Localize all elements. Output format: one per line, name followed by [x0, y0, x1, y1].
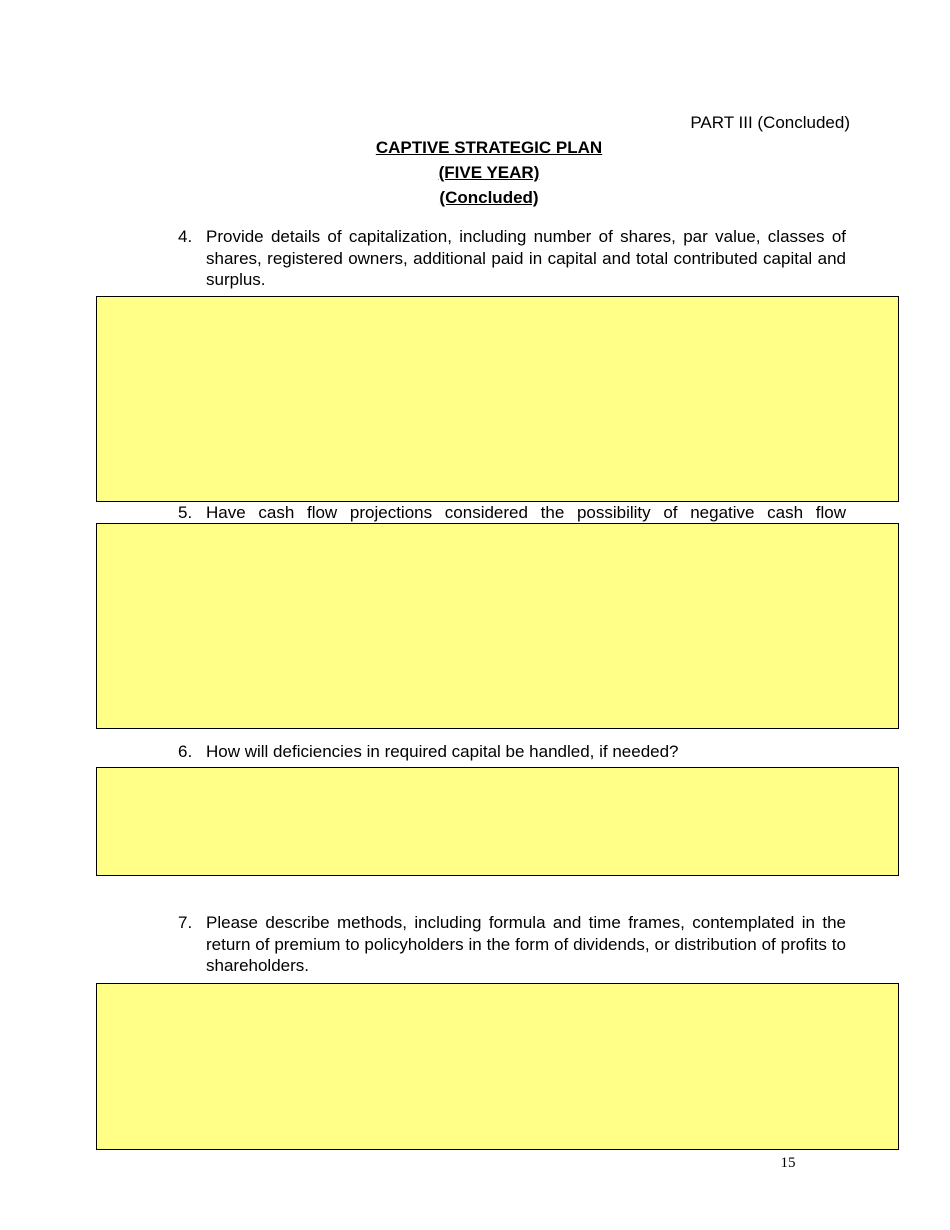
title-line-2: (FIVE YEAR) [438, 163, 540, 182]
question-number: 7. [178, 913, 193, 932]
question-7 [178, 912, 846, 977]
answer-box-6[interactable] [96, 767, 899, 876]
question-text: Please describe methods, including formula and time frames, contemplated in the return of premium to policyholders in the form of dividends, or distribution of profits to shareholders. [206, 913, 846, 975]
question-text: Provide details of capitalization, including number of shares, par value, classes of shares, registered owners, additional paid in capital and total contributed capital and surplus. [206, 227, 846, 289]
part-label: PART III (Concluded) [690, 113, 850, 132]
question-6 [178, 741, 846, 763]
question-4 [178, 226, 846, 291]
page-title [0, 135, 950, 210]
question-number: 5. [178, 503, 193, 522]
question-number: 4. [178, 227, 193, 246]
question-number: 6. [178, 742, 193, 761]
page-number: 15 [780, 1155, 796, 1171]
title-line-1: CAPTIVE STRATEGIC PLAN [375, 138, 603, 157]
answer-box-4[interactable] [96, 296, 899, 502]
question-5 [178, 502, 846, 524]
question-text: Have cash flow projections considered the possibility of negative cash flow [206, 503, 846, 522]
question-text: How will deficiencies in required capital be handled, if needed? [206, 742, 679, 761]
answer-box-5[interactable] [96, 523, 899, 729]
answer-box-7[interactable] [96, 983, 899, 1150]
title-line-3: (Concluded) [439, 188, 539, 207]
